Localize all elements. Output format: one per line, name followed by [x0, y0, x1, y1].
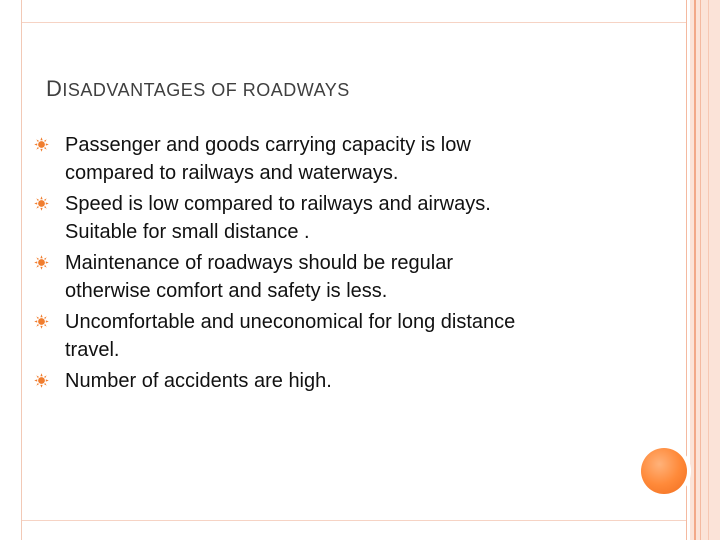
decorative-orange-orb	[641, 448, 687, 494]
bullet-line: Number of accidents are high.	[65, 370, 332, 392]
sun-bullet-icon	[34, 314, 49, 329]
slide-title	[46, 76, 350, 102]
bullet-list	[34, 131, 634, 398]
bullet-line: Suitable for small distance .	[65, 221, 310, 243]
sun-bullet-icon	[34, 255, 49, 270]
title-rest: ISADVANTAGES OF ROADWAYS	[62, 80, 350, 100]
bullet-line: Speed is low compared to railways and airways.	[65, 193, 491, 215]
bottom-border-line	[22, 520, 686, 521]
left-border-decoration	[0, 0, 22, 540]
bullet-line: Passenger and goods carrying capacity is low	[65, 134, 471, 156]
bullet-item	[34, 367, 634, 395]
bullet-line: travel.	[65, 339, 120, 361]
right-border-line	[694, 0, 696, 540]
bullet-item	[34, 190, 634, 246]
right-border-line	[708, 0, 709, 540]
title-first-letter: D	[46, 76, 63, 101]
bullet-line: Uncomfortable and uneconomical for long distance	[65, 311, 516, 333]
bullet-item	[34, 131, 634, 187]
bullet-line: compared to railways and waterways.	[65, 162, 399, 184]
bullet-line: otherwise comfort and safety is less.	[65, 280, 388, 302]
sun-bullet-icon	[34, 196, 49, 211]
bullet-item	[34, 249, 634, 305]
bullet-item	[34, 308, 634, 364]
sun-bullet-icon	[34, 373, 49, 388]
sun-bullet-icon	[34, 137, 49, 152]
bullet-line: Maintenance of roadways should be regular	[65, 252, 454, 274]
right-border-line	[700, 0, 701, 540]
top-border-line	[22, 22, 686, 23]
